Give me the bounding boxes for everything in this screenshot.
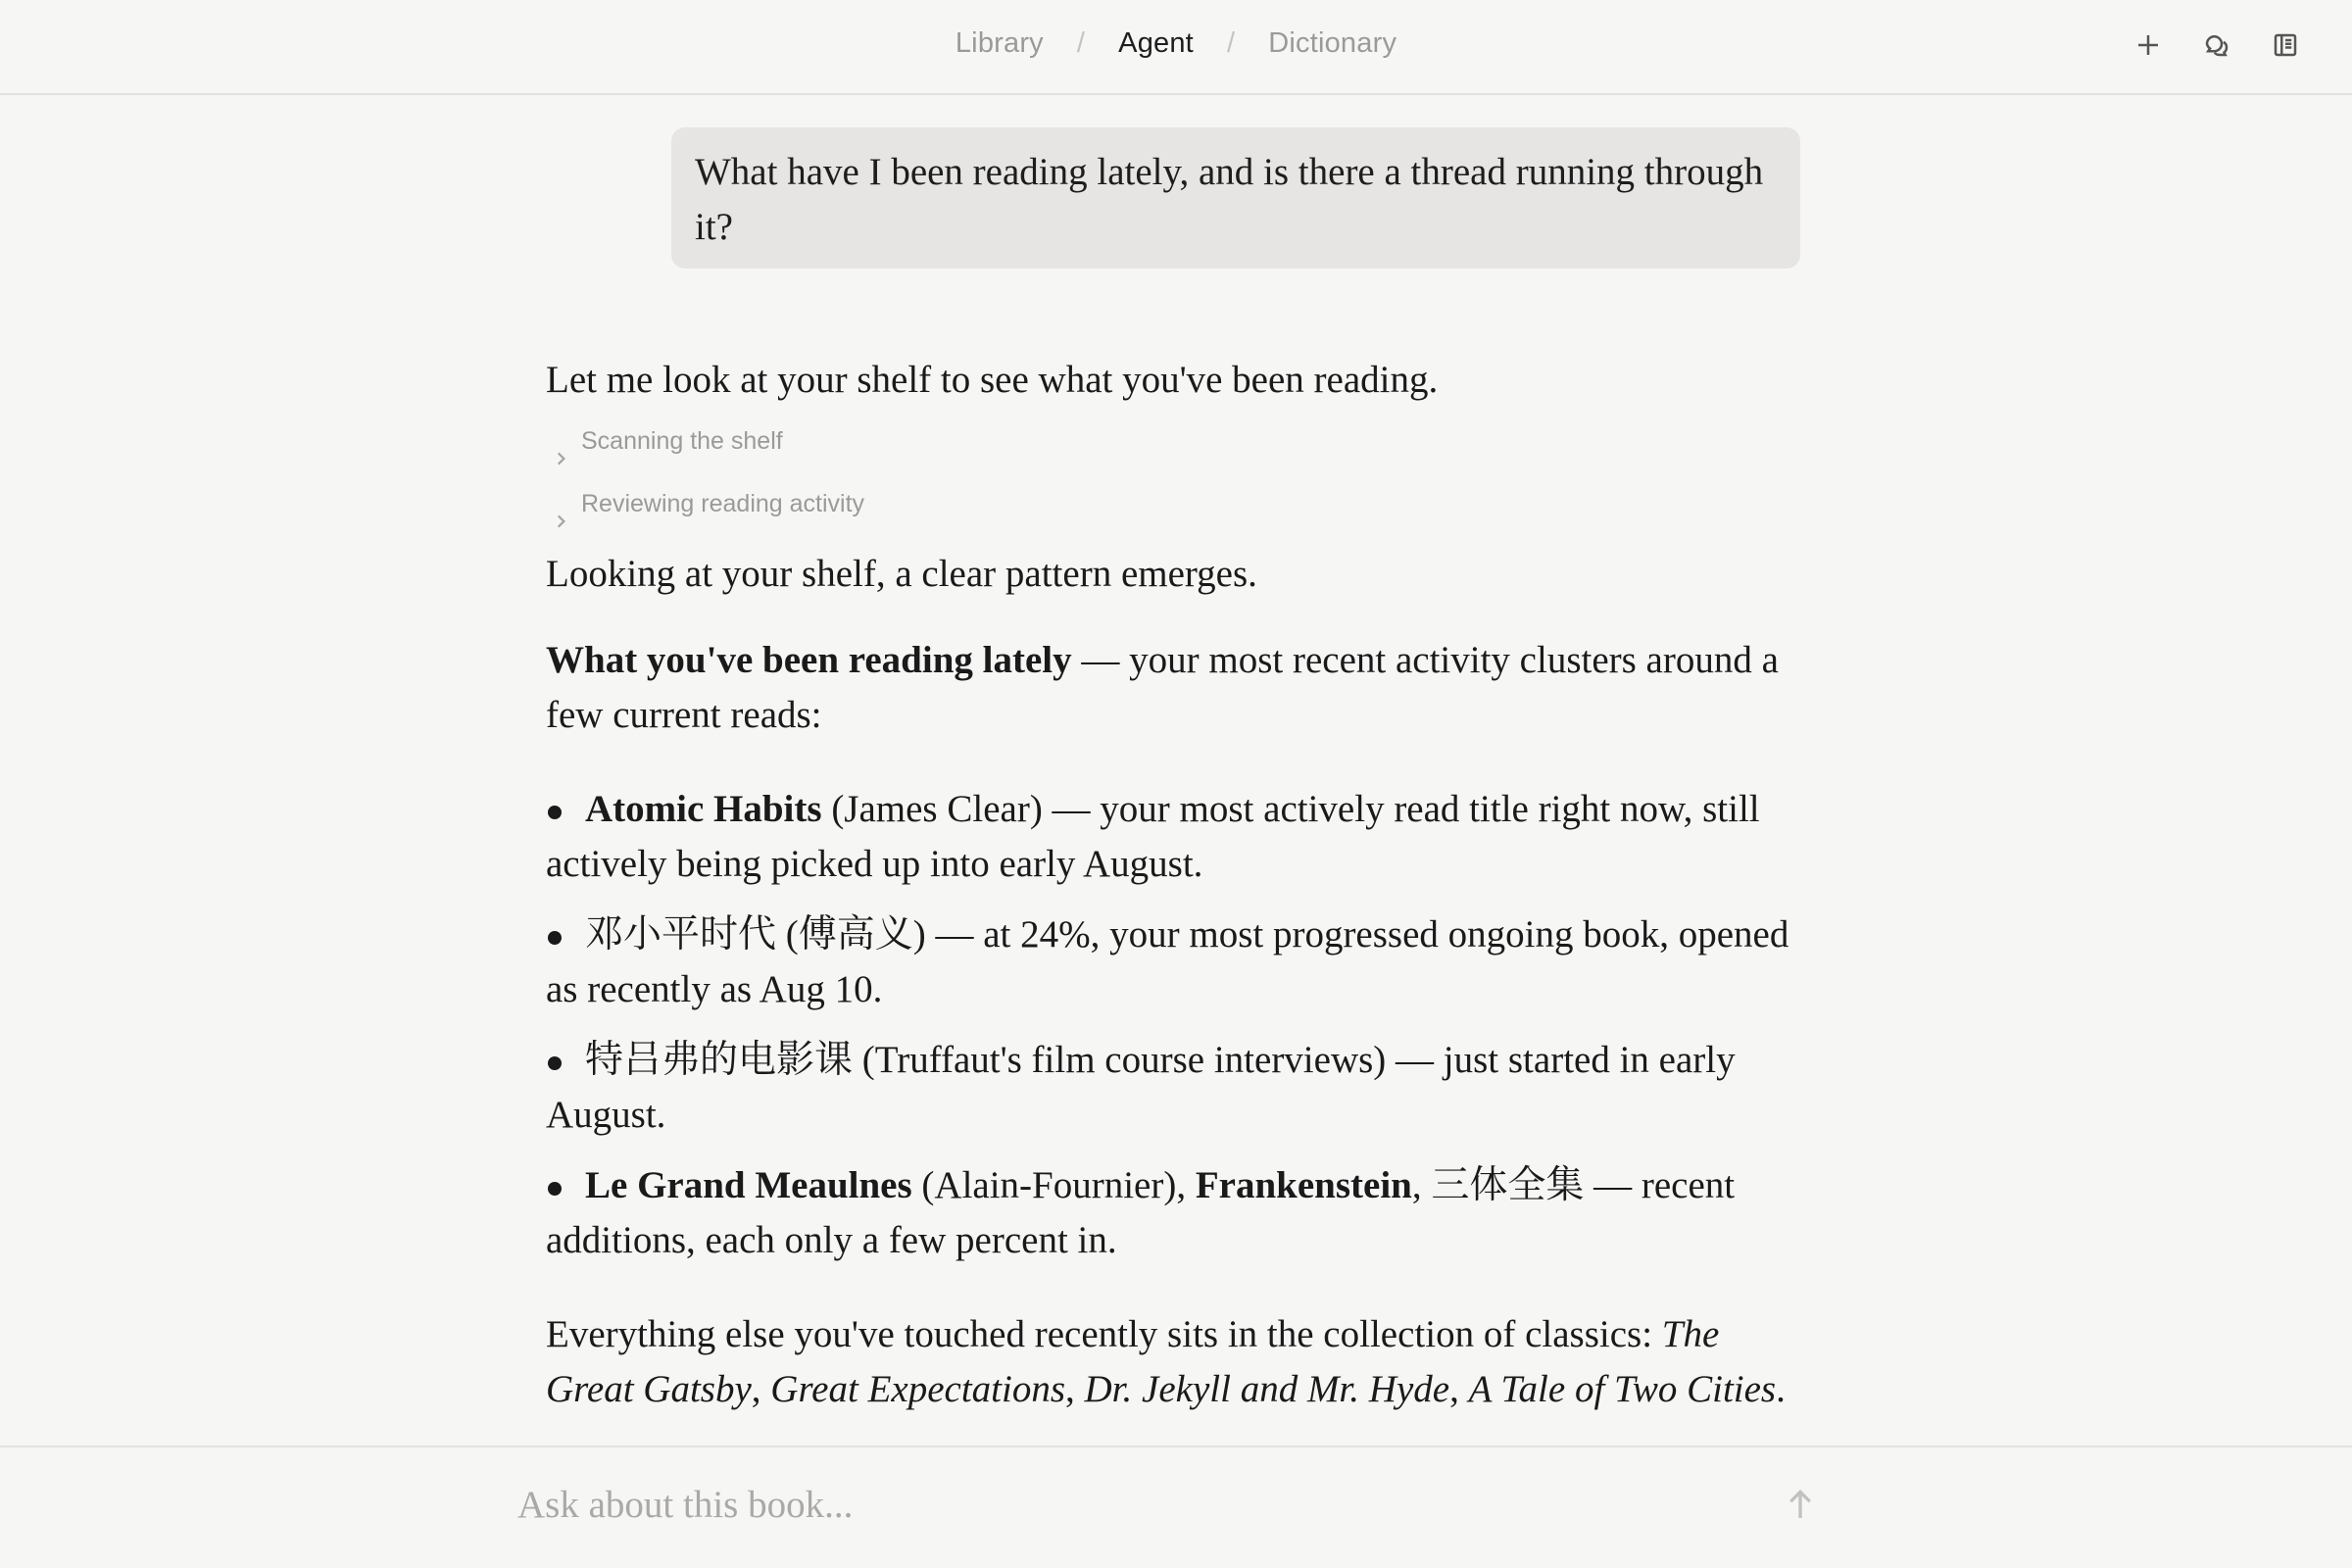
chevron-right-icon [552, 495, 569, 513]
user-message-bubble [671, 127, 1800, 269]
comma: , [751, 1368, 771, 1410]
top-bar [0, 0, 2352, 95]
plus-icon [2133, 30, 2163, 60]
book-title: 特吕弗的电影课 [585, 1039, 854, 1081]
ask-input[interactable] [517, 1473, 1752, 1536]
classic-title: A Tale of Two Cities [1468, 1368, 1777, 1410]
comma: , [1449, 1368, 1469, 1410]
classics-intro: Everything else you've touched recently sits in the collection of classics: [546, 1313, 1662, 1355]
chat-bubbles-icon [2202, 30, 2231, 60]
composer [0, 1446, 2352, 1568]
assistant-lead [546, 633, 1810, 743]
bullet [548, 1182, 562, 1196]
nav-agent[interactable]: Agent [1118, 27, 1194, 59]
book-panel-icon [2271, 30, 2300, 60]
assistant-response [546, 353, 1810, 1417]
toolbar [2132, 29, 2301, 61]
nav-library[interactable]: Library [955, 27, 1044, 59]
arrow-up-icon [1787, 1488, 1814, 1521]
book-note: (James Clear) — your most actively read title right now, still actively being picked up into early August. [546, 788, 1760, 885]
breadcrumb-separator: / [1076, 27, 1086, 59]
list-item [546, 907, 1810, 1017]
book-panel-button[interactable] [2270, 29, 2301, 61]
bullet [548, 931, 562, 945]
nav-dictionary[interactable]: Dictionary [1268, 27, 1397, 59]
send-button[interactable] [1784, 1485, 1817, 1524]
assistant-intro: Let me look at your shelf to see what you've been reading. [546, 359, 1439, 401]
list-item [546, 1033, 1810, 1143]
new-chat-button[interactable] [2132, 29, 2164, 61]
book-note: (傅高义) — at 24%, your most progressed ongoing book, opened as recently as Aug 10. [546, 913, 1789, 1010]
book-note: (Truffaut's film course interviews) — just started in early August. [546, 1039, 1736, 1136]
lead-heading: What you've been reading lately [546, 639, 1072, 681]
book-title: Le Grand Meaulnes [585, 1164, 912, 1206]
classic-title: Great Expectations [770, 1368, 1066, 1410]
period: . [1776, 1368, 1786, 1410]
tool-step-scanning-shelf[interactable] [546, 421, 1810, 461]
book-title: 邓小平时代 [585, 913, 777, 956]
user-message-text: What have I been reading lately, and is there a thread running through it? [695, 151, 1764, 248]
breadcrumb [0, 27, 2352, 60]
chats-button[interactable] [2201, 29, 2232, 61]
classics-paragraph [546, 1307, 1810, 1417]
classic-title: The Great Gatsby [546, 1313, 1720, 1410]
book-note: (Alain-Fournier), [911, 1164, 1196, 1206]
book-note: , 三体全集 — recent additions, each only a few percent in. [546, 1164, 1736, 1261]
bullet [548, 1056, 562, 1070]
book-title: Frankenstein [1195, 1164, 1412, 1206]
current-reads-list [546, 782, 1810, 1268]
comma: , [1065, 1368, 1085, 1410]
list-item [546, 1158, 1810, 1268]
bullet [548, 806, 562, 819]
chevron-right-icon [552, 432, 569, 450]
breadcrumb-separator: / [1226, 27, 1236, 59]
tool-step-label: Scanning the shelf [581, 427, 783, 455]
classic-title: Dr. Jekyll and Mr. Hyde [1084, 1368, 1450, 1410]
tool-step-reviewing-activity[interactable] [546, 484, 1810, 523]
tool-step-label: Reviewing reading activity [581, 490, 865, 517]
list-item [546, 782, 1810, 892]
assistant-pattern: Looking at your shelf, a clear pattern emerges. [546, 553, 1257, 595]
lead-text: — your most recent activity clusters around a few current reads: [546, 639, 1779, 736]
book-title: Atomic Habits [585, 788, 822, 830]
